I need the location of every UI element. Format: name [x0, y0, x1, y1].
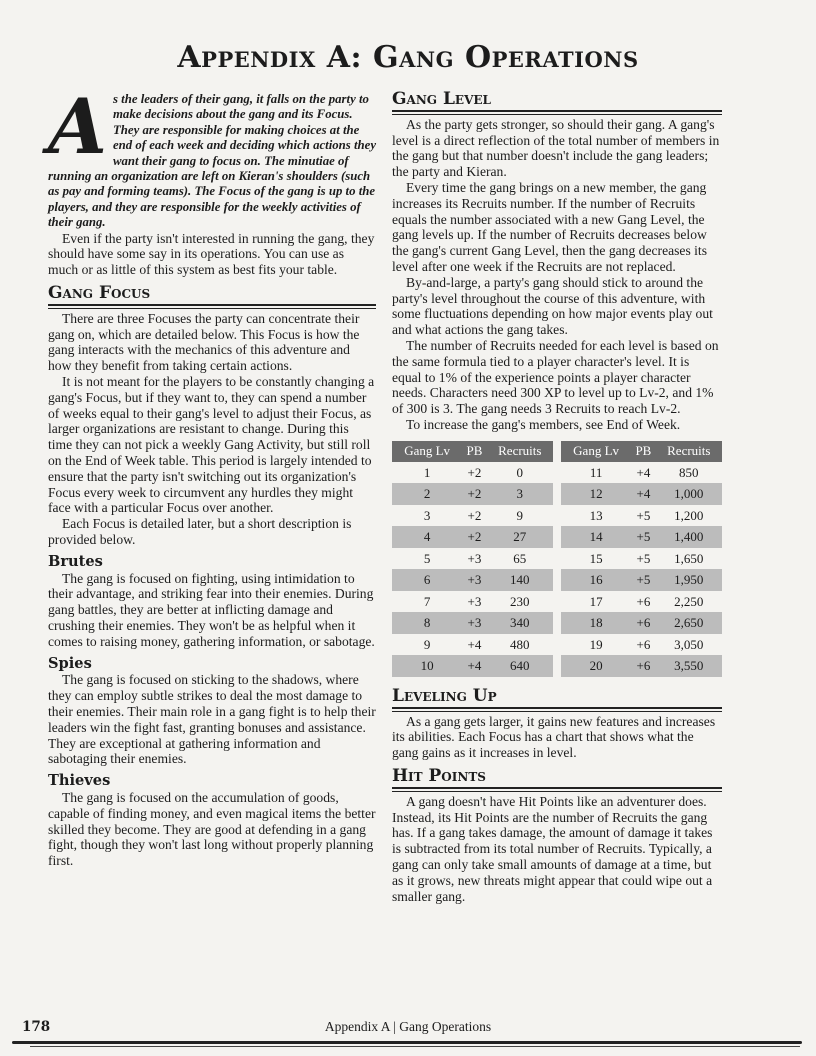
table-cell: +2	[467, 464, 482, 480]
table-cell: 6	[392, 569, 462, 591]
spies-text: The gang is focused on sticking to the shadows, where they can employ subtle strikes to deal the most damage to their enemies. Their main role in a gang fight is to help their leaders win the fight fast, granting bonuses and assistance. They are exceptional at gathering information and sabotaging their enemies.	[48, 672, 376, 767]
table-cell: +3	[462, 569, 486, 591]
table-gap	[553, 655, 561, 677]
table-row	[392, 591, 722, 613]
table-row	[392, 612, 722, 634]
table-row	[392, 655, 722, 677]
table-body	[392, 462, 722, 677]
right-column	[392, 89, 722, 904]
table-cell: +5	[636, 550, 651, 566]
table-header: PB	[462, 441, 486, 462]
table-cell: 3,550	[656, 655, 722, 677]
table-cell: 12	[561, 483, 631, 505]
table-gap	[553, 462, 561, 484]
table-header-row	[392, 441, 722, 462]
gang-focus-paragraph-3: Each Focus is detailed later, but a short description is provided below.	[48, 516, 352, 547]
table-cell: 9	[423, 636, 431, 652]
gang-focus-paragraph-2: It is not meant for the players to be constantly changing a gang's Focus, but if they want to, they can spend a number of weeks equal to their gang's level to adjust their Focus, as larger organizations are resistant to change. During this time they can not pick a weekly Gang Activity, but still roll on the End of Week table. This period is largely intended to ensure that the party isn't switching out its organization's Focus every week to circumvent any hurdles they might face with a particular Focus over another.	[48, 374, 375, 516]
table-gap	[553, 548, 561, 570]
table-cell: 2,250	[674, 593, 704, 609]
table-cell: 2	[392, 483, 462, 505]
intro-paragraph-2: Even if the party isn't interested in running the gang, they should have some say in its operations. You can use as much or as little of this system as best fits your table.	[48, 230, 375, 278]
gang-level-paragraph-5: To increase the gang's members, see End of Week.	[406, 416, 681, 432]
table-cell: +2	[462, 526, 486, 548]
intro-text: s the leaders of their gang, it falls on the party to make decisions about the gang and its Focus. They are responsible for making choices at the end of each week and deciding which actions they want their gang to focus on. The minutiae of running an organization are left on Kieran's shoulders (such as pay and forming teams). The Focus of the gang is up to the players, and they are responsible for the weekly activities of their gang.	[48, 92, 377, 230]
table-cell: 1,950	[656, 569, 722, 591]
table-cell: 19	[589, 636, 603, 652]
table-cell: +5	[631, 526, 655, 548]
table-cell: +6	[636, 593, 651, 609]
table-cell: 1,000	[656, 483, 722, 505]
table-row	[392, 569, 722, 591]
table-cell: 0	[516, 464, 524, 480]
table-header: Gang Lv	[561, 441, 631, 462]
thieves-text: The gang is focused on the accumulation of goods, capable of finding money, and even magical items the better skilled they become. They are good at defending in a gang fight, though they won't last long without properly planning first.	[48, 789, 376, 869]
table-gap	[553, 526, 561, 548]
table-cell: +5	[631, 569, 655, 591]
leveling-up-text: As a gang gets larger, it gains new features and increases its abilities. Each Focus has a chart that shows what the gang gains as it increases in level.	[392, 713, 716, 761]
page-title: Appendix A: Gang Operations	[177, 40, 639, 75]
table-header: Recruits	[487, 441, 553, 462]
table-row	[392, 505, 722, 527]
footer-rule-thin	[30, 1046, 800, 1047]
table-cell: +4	[467, 636, 482, 652]
table-cell: 1,400	[656, 526, 722, 548]
table-cell: 16	[561, 569, 631, 591]
table-cell: 4	[392, 526, 462, 548]
table-gap	[553, 505, 561, 527]
table-cell: 7	[423, 593, 431, 609]
table-row	[392, 526, 722, 548]
brutes-text: The gang is focused on fighting, using intimidation to their advantage, and striking fear into their enemies. During gang battles, they are better at inflicting damage and crushing their enemies. They won't be as helpful when it comes to raising money, gathering information, or sabotage.	[48, 570, 375, 649]
thieves-heading: Thieves	[48, 772, 111, 790]
intro-paragraph	[48, 82, 377, 231]
table-cell: 65	[513, 550, 527, 566]
table-cell: 17	[589, 593, 603, 609]
spies-heading: Spies	[48, 654, 92, 672]
table-gap	[553, 591, 561, 613]
table-cell: 14	[561, 526, 631, 548]
table-gap	[553, 441, 561, 462]
table-cell: 1,200	[674, 507, 704, 523]
page-number: 178	[22, 1019, 51, 1035]
table-cell: +3	[467, 550, 482, 566]
table-cell: +3	[462, 612, 486, 634]
footer-rule	[12, 1041, 802, 1044]
table-cell: 480	[510, 636, 530, 652]
table-gap	[553, 634, 561, 656]
table-cell: 10	[392, 655, 462, 677]
table-row	[392, 483, 722, 505]
gang-level-paragraph-1: As the party gets stronger, so should their gang. A gang's level is a direct reflection of the total number of members in the gang but that number doesn't include the gang leaders; the party and Kieran.	[392, 116, 720, 180]
table-cell: 1,650	[674, 550, 704, 566]
table-cell: 1	[423, 464, 431, 480]
table-header: Gang Lv	[392, 441, 462, 462]
table-cell: 850	[679, 464, 699, 480]
table-cell: +6	[636, 636, 651, 652]
table-cell: 3	[423, 507, 431, 523]
gang-level-paragraph-4: The number of Recruits needed for each level is based on the same formula tied to a player character's level. It is equal to 1% of the experience points a player character needs. Characters need 300 XP to level up to Lv-2, and 1% of 300 is 3. The gang needs 3 Recruits to reach Lv-2.	[392, 337, 719, 417]
table-cell: 3	[487, 483, 553, 505]
table-cell: 15	[589, 550, 603, 566]
gang-focus-heading: Gang Focus	[48, 286, 376, 306]
brutes-heading: Brutes	[48, 552, 103, 570]
table-cell: 2,650	[656, 612, 722, 634]
table-header: Recruits	[656, 441, 722, 462]
left-column	[48, 82, 377, 869]
table-cell: +6	[631, 655, 655, 677]
table-cell: 340	[487, 612, 553, 634]
table-cell: +2	[462, 483, 486, 505]
table-cell: +4	[631, 483, 655, 505]
table-cell: 11	[589, 464, 603, 480]
table-row	[392, 462, 722, 484]
table-cell: +5	[636, 507, 651, 523]
table-cell: 230	[510, 593, 530, 609]
table-cell: +6	[631, 612, 655, 634]
gang-level-table	[392, 441, 722, 677]
table-row	[392, 548, 722, 570]
table-cell: +3	[467, 593, 482, 609]
table-gap	[553, 569, 561, 591]
table-cell: 27	[487, 526, 553, 548]
table-cell: 140	[487, 569, 553, 591]
table-cell: +2	[467, 507, 482, 523]
table-cell: +4	[462, 655, 486, 677]
table-cell: 3,050	[674, 636, 704, 652]
table-cell: 20	[561, 655, 631, 677]
gang-level-heading: Gang Level	[392, 92, 722, 112]
table-cell: 640	[487, 655, 553, 677]
table-gap	[553, 483, 561, 505]
drop-cap: A	[48, 82, 107, 171]
table-header: PB	[631, 441, 655, 462]
table-gap	[553, 612, 561, 634]
running-title: Appendix A | Gang Operations	[324, 1019, 492, 1034]
table-cell: 13	[589, 507, 603, 523]
hit-points-heading: Hit Points	[392, 769, 722, 789]
gang-level-paragraph-2: Every time the gang brings on a new member, the gang increases its Recruits number. If the number of Recruits equals the number associated with a new Gang Level, the gang levels up. If the number of Recruits decreases below the gang's current Gang Level, then the gang decreases its level after one week if the Recruits are not replaced.	[392, 179, 707, 274]
table-cell: 9	[516, 507, 524, 523]
table-cell: +4	[636, 464, 651, 480]
hit-points-text: A gang doesn't have Hit Points like an adventurer does. Instead, its Hit Points are the number of Recruits the gang has. If a gang takes damage, the amount of damage it takes is subtracted from its total number of Recruits. Typically, a gang can only take small amounts of damage at a time, but as it grows, new threats might appear that could wipe out a smaller gang.	[392, 793, 713, 904]
table-cell: 18	[561, 612, 631, 634]
gang-focus-paragraph-1: There are three Focuses the party can concentrate their gang on, which are detailed below. This Focus is how the gang interacts with the mechanics of this adventure and how they benefit from taking certain actions.	[48, 310, 360, 374]
table-cell: 8	[392, 612, 462, 634]
table-row	[392, 634, 722, 656]
gang-level-paragraph-3: By-and-large, a party's gang should stick to around the party's level throughout the course of this adventure, with some fluctuations depending on how major events play out and what actions the gang takes.	[392, 274, 713, 338]
table-cell: 5	[423, 550, 431, 566]
leveling-up-heading: Leveling Up	[392, 689, 722, 709]
